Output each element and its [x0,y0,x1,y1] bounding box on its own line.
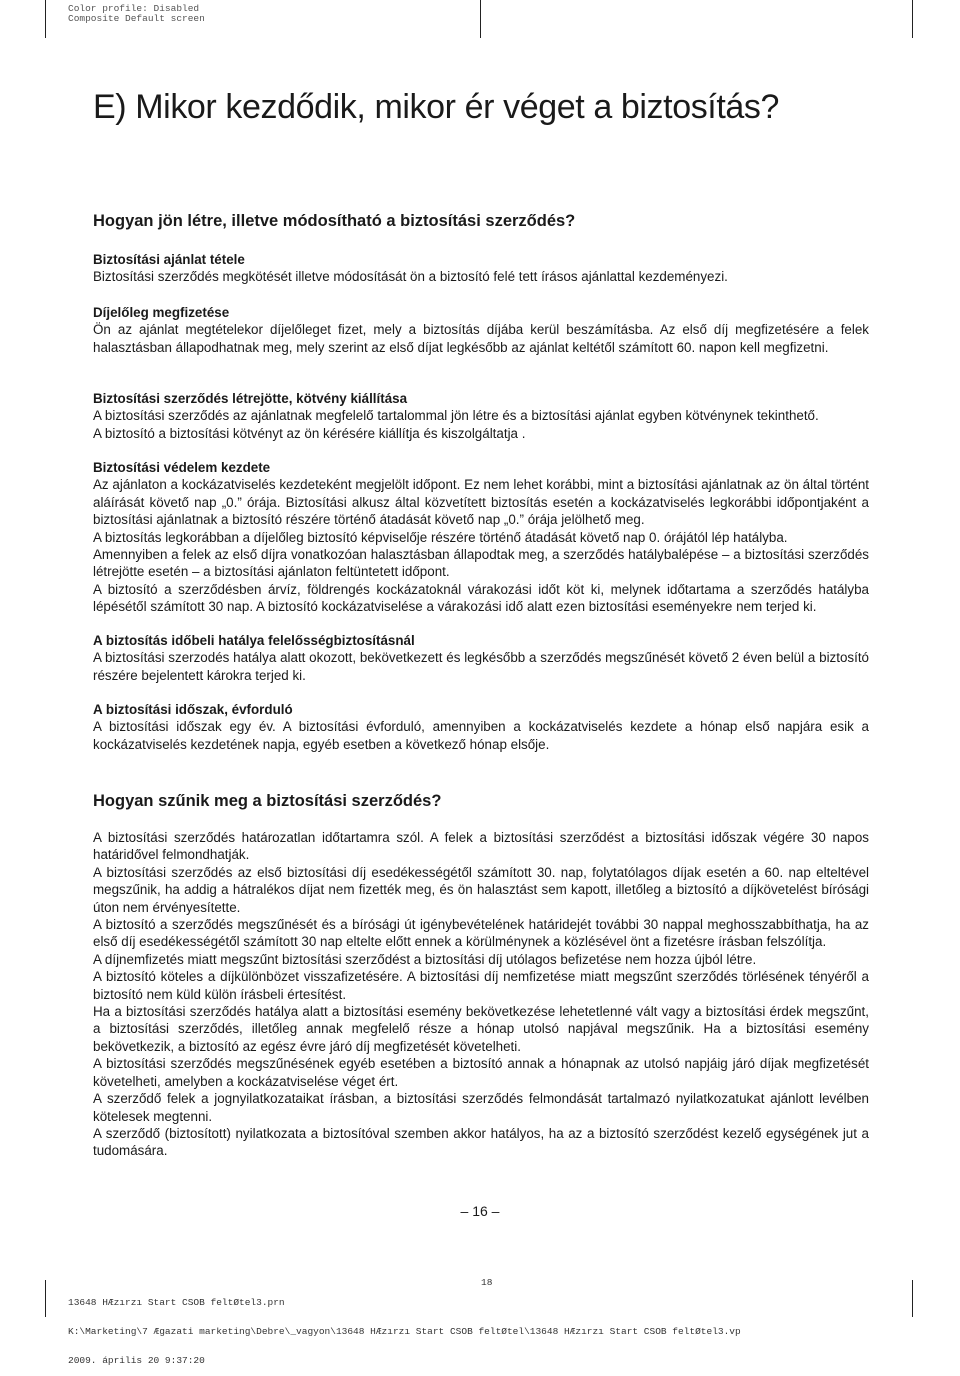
color-profile-label: Color profile: Disabled [68,3,200,14]
block-heading: Biztosítási ajánlat tétele [93,252,245,267]
block-heading: Biztosítási szerződés létrejötte, kötvény kiállítása [93,391,408,406]
block-offer [93,251,869,286]
sentence: Az első díj megfizetésére a felek halasztásban állapodhatnak meg, mely szerint az első díjat legkésőbb az ajánlat keltétől számított 60. napon kell megfizetni. [93,322,869,355]
block-heading: A biztosítás időbeli hatálya felelősségbiztosításnál [93,633,415,648]
crop-mark-top-left [45,0,46,38]
footer-timestamp: 2009. április 20 9:37:20 [68,1355,205,1367]
block-paragraph: A díjnemfizetés miatt megszűnt biztosítási szerződést a biztosítási díj utólagos befizetése nem hozza újból létre. [93,951,757,967]
block-paragraph: A biztosítás legkorábban a díjelőleg biztosító képviselője részére történő átadását követő nap 0. órájától lép hatályba. [93,529,788,545]
block-coverage-start [93,459,869,616]
block-paragraph: A biztosítási szerződés megszűnésének egyéb esetében a biztosító annak a hónapnak az utolsó napjáig járó díjak megfizetését követelheti, amelyben a kockázatviselése véget ért. [93,1056,869,1089]
crop-mark-top-right [912,0,913,38]
block-paragraph: A biztosítási szerződés határozatlan időtartamra szól. A felek a biztosítási szerződést a biztosítási időszak végére 30 napos határidővel felmondhatják. [93,830,869,863]
block-paragraph: A biztosító a biztosítási kötvényt az ön kérésére kiállítja és kiszolgáltatja . [93,425,526,441]
section-title-creation: Hogyan jön létre, illetve módosítható a biztosítási szerződés? [93,212,576,230]
page-number: – 16 – [460,1203,500,1219]
block-paragraph: Biztosítási szerződés megkötését illetve módosítását ön a biztosító felé tett írásos ajánlattal kezdeményezi. [93,269,728,285]
composite-label: Composite Default screen [68,13,205,24]
footer-page-ref: 18 [481,1277,493,1288]
page-title: E) Mikor kezdődik, mikor ér véget a biztosítás? [93,88,780,126]
block-paragraph: A szerződő (biztosított) nyilatkozata a biztosítóval szemben akkor hatályos, ha az a biztosító szerződést kezelő egységének jut a tudomására. [93,1125,869,1159]
block-deposit [93,304,869,356]
section-title-termination: Hogyan szűnik meg a biztosítási szerződés? [93,792,442,810]
footer-filename: 13648 HÆzırzı Start CSOB feltØtel3.prn [68,1296,285,1308]
block-paragraph: Amennyiben a felek az első díjra vonatkozóan halasztásban állapodtak meg, a szerződés hatálybalépése – a biztosítási szerződés létrejötte esetén – a biztosítási ajánlaton feltüntetett időpont. [93,547,869,580]
block-contract-policy [93,390,869,442]
sentence: Ön az ajánlat megtételekor díjelőleget fizet, mely a biztosítás díjába kerül beszámításba. [93,322,654,338]
block-paragraph: A biztosítási szerződés az ajánlatnak megfelelő tartalommal jön létre és a biztosítási ajánlat egyben kötvénynek tekinthető. [93,408,819,424]
block-heading: Díjelőleg megfizetése [93,305,230,320]
crop-mark-bottom-left [45,1280,46,1317]
print-meta [68,4,205,24]
block-heading: Biztosítási védelem kezdete [93,460,271,475]
block-paragraph: A biztosítási szerződés az első biztosítási díj esedékességétől számított 30. nap, folytatólagos díjak esetén a 60. nap elteltével megszűnik, ha addig a hátralékos díjat nem fizették meg, és ön halasztást sem kapott, illetőleg a biztosító a díjkövetelést bírósági úton nem érvényesítette. [93,864,869,915]
block-paragraph: A biztosítási időszak egy év. A biztosítási évforduló, amennyiben a kockázatviselés kezdete a hónap első napjára esik a kockázatviselés kezdetének napja, egyéb esetben a következő hónap elsője. [93,719,869,752]
block-paragraph: A biztosító a szerződés megszűnését és a bírósági út igénybevételének határidejét további 30 nappal meghosszabbíthatja, ha az első díj esedékességétől számított 30 nap eltelte előtt ennek a körülménynek a közlésével önt a fizetésre írásban felszólítja. [93,917,869,950]
block-heading: A biztosítási időszak, évforduló [93,702,293,717]
block-termination [93,829,869,1160]
block-paragraph: Ha a biztosítási szerződés hatálya alatt a biztosítási esemény bekövetkezése lehetetlenné vált vagy a biztosítási érdek megszűnt, a biztosítási szerződés, illetőleg annak megfelelő része a hónap utolsó napjával megszűnik. Ha a biztosítási esemény bekövetkezik, a biztosító az egész évre járó díj megfizetését követelheti. [93,1004,869,1054]
block-paragraph: A biztosítási szerzodés hatálya alatt okozott, bekövetkezett és legkésőbb a szerződés megszűnését követő 2 éven belül a biztosító részére bejelentett károkra terjed ki. [93,650,869,683]
crop-mark-top-center [480,0,481,38]
block-insurance-period [93,701,869,753]
block-paragraph: Az ajánlaton a kockázatviselés kezdeteként megjelölt időpont. Ez nem lehet korábbi, mint a biztosítási ajánlatnak az ön által történt aláírását követő nap „0.” órája. Biztosítási alkusz által közvetített biztosítás esetén a kockázatviselés legkorábbi időpontjaként a biztosítási ajánlatnak a biztosító részére történő átadását követő nap „0.” órája jelölhető meg. [93,477,869,528]
block-paragraph: A biztosító köteles a díjkülönbözet visszafizetésére. A biztosítási díj nemfizetése miatt megszűnt szerződés törlésének tényéről a biztosító nem küld külön írásbeli értesítést. [93,969,869,1002]
footer-path: K:\Marketing\7 Ægazati marketing\Debre\_vagyon\13648 HÆzırzı Start CSOB feltØtel\13648 HÆzırzı Start CSOB feltØtel3.vp [68,1325,741,1337]
block-liability-scope [93,632,869,684]
block-paragraph: A biztosító a szerződésben árvíz, földrengés kockázatoknál várakozási időt köt ki, melynek időtartama a szerződés hatályba lépésétől számított 30 nap. A biztosító kockázatviselése a várakozási idő alatt ezen biztosítási eseményekre nem terjed ki. [93,581,869,615]
crop-mark-bottom-right [912,1280,913,1317]
block-paragraph: A szerződő felek a jognyilatkozataikat írásban, a biztosítási szerződés felmondását tartalmazó nyilatkozatukat ajánlott levélben kötelesek megtenni. [93,1091,869,1124]
print-footer [68,1278,741,1376]
block-paragraph [93,321,869,356]
